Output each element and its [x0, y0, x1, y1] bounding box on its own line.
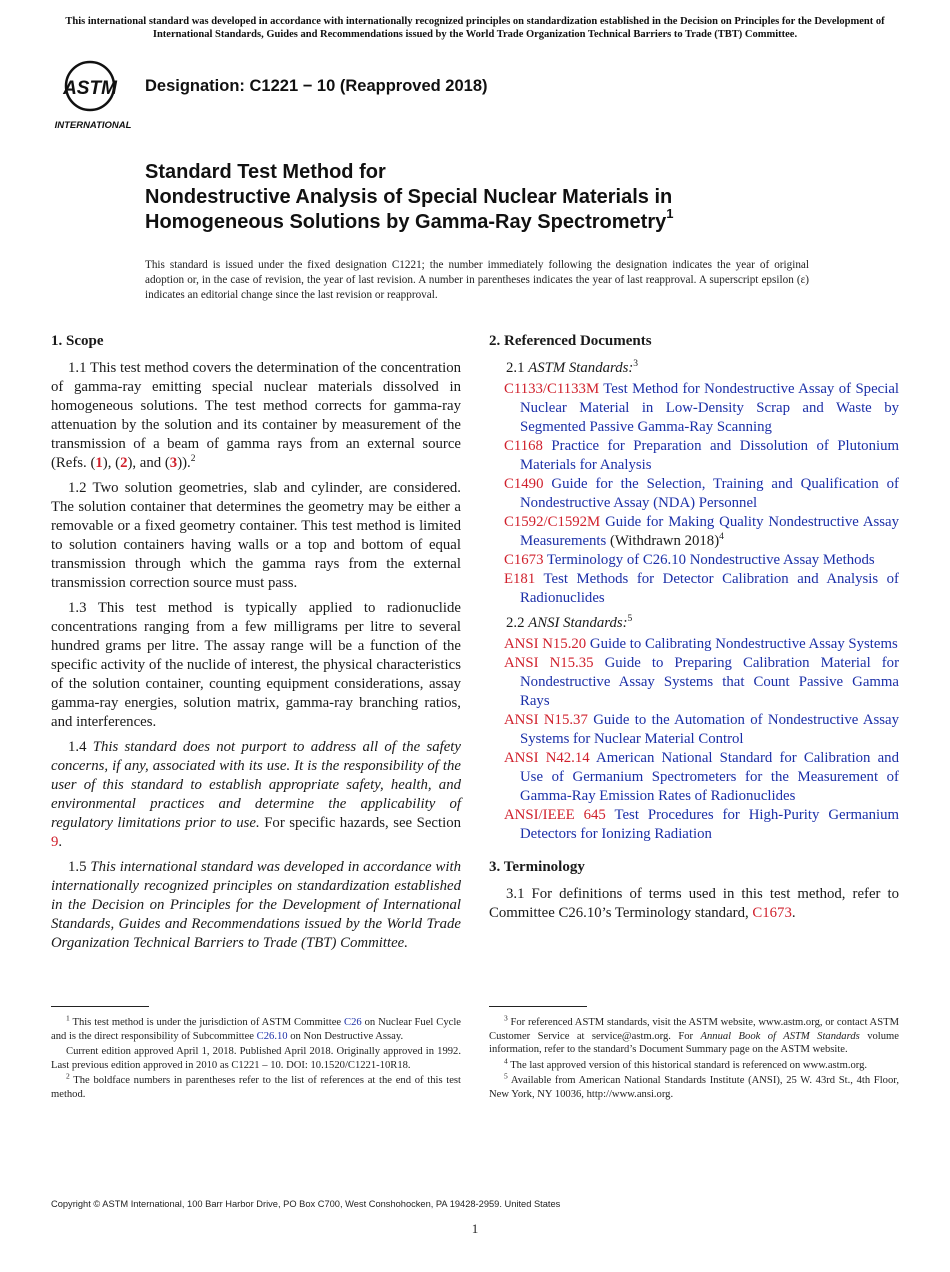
reference-item: [489, 475, 899, 513]
paragraph-1-1: [51, 359, 461, 473]
ansi-standards-label: [489, 614, 899, 633]
standard-code-link[interactable]: ANSI N15.35: [504, 655, 594, 671]
standard-title-link[interactable]: Guide to Calibrating Nondestructive Assay Systems: [589, 636, 898, 652]
reference-link-3[interactable]: 3: [169, 455, 178, 471]
subcommittee-c26-10-link[interactable]: C26.10: [256, 1030, 288, 1042]
fn1-text-b: on Nuclear Fuel Cycle and is the direct responsibility of Subcommittee: [51, 1017, 461, 1042]
standard-code-link[interactable]: C1168: [504, 438, 543, 454]
edition-note: Current edition approved April 1, 2018. Published April 2018. Originally approved in 1992. Last previous edition approved in 2010 as C1221 – 10. DOI: 10.1520/C1221-10R18.: [51, 1046, 461, 1071]
p1-4-num: 1.4: [68, 739, 93, 755]
reference-item: [489, 380, 899, 437]
p1-4-tail: For specific hazards, see Section: [259, 815, 461, 831]
footnote-rule-left: [51, 1006, 149, 1007]
standard-code-link[interactable]: C1490: [504, 476, 544, 492]
ansi-label-num: 2.2: [506, 615, 529, 631]
standard-title-link[interactable]: Terminology of C26.10 Nondestructive Assay Methods: [546, 552, 875, 568]
fn3-text-a: For referenced ASTM standards, visit the ASTM website, www.astm.org, or contact ASTM Customer Service at service@astm.org. For: [489, 1017, 899, 1042]
astm-label-text: ASTM Standards:: [528, 360, 634, 376]
standard-code-link[interactable]: ANSI N15.20: [504, 636, 587, 652]
document-title: [145, 160, 845, 235]
standard-title-link[interactable]: Guide to the Automation of Nondestructive Assay Systems for Nuclear Material Control: [520, 712, 899, 747]
logo-mark-text: ASTM: [63, 78, 117, 99]
ansi-label-text: ANSI Standards:: [528, 615, 628, 631]
fn5-text: Available from American National Standards Institute (ANSI), 25 W. 43rd St., 4th Floor, New York, NY 10036, http://www.ansi.org.: [489, 1075, 899, 1100]
fn2-mark: 2: [66, 1071, 70, 1081]
title-line-3: [145, 206, 845, 235]
page-number: 1: [471, 1221, 479, 1236]
standard-code-link[interactable]: C1133/C1133M: [504, 381, 600, 397]
reference-item: [489, 513, 899, 551]
standard-title-link[interactable]: American National Standard for Calibration and Use of Germanium Spectrometers for the Measurement of Gamma-Ray Emission Rates of Radionuclides: [520, 750, 899, 804]
fn5-mark: 5: [504, 1071, 508, 1081]
left-column: [51, 332, 461, 959]
fn1-mark: 1: [66, 1013, 70, 1023]
designation: Designation: C1221 − 10 (Reapproved 2018): [145, 77, 488, 95]
right-column: [489, 332, 899, 929]
standard-code-link[interactable]: ANSI N42.14: [504, 750, 590, 766]
p1-1-end: )).: [177, 455, 191, 471]
copyright-line: Copyright © ASTM International, 100 Barr Harbor Drive, PO Box C700, West Conshohocken, PA 19428-2959. United States: [51, 1199, 561, 1209]
c1673-link[interactable]: C1673: [752, 905, 792, 921]
p1-1-sep1: ), (: [102, 455, 121, 471]
standard-title-link[interactable]: Guide to Preparing Calibration Material for Nondestructive Assay Systems that Count Passive Gamma Rays: [520, 655, 900, 709]
p1-1-text: 1.1 This test method covers the determination of the concentration of gamma-ray emitting special nuclear materials dissolved in homogeneous solutions. The test method corrects for gamma-ray attenuation by the solution and its container by measurement of the transmission of a beam of gamma rays from an external source (Refs. (: [51, 360, 461, 471]
standard-code-link[interactable]: ANSI/IEEE 645: [504, 807, 606, 823]
fn4-mark: 4: [504, 1055, 508, 1065]
p3-1-text: 3.1 For definitions of terms used in this test method, refer to Committee C26.10’s Terminology standard,: [489, 886, 899, 921]
standard-code-link[interactable]: ANSI N15.37: [504, 712, 588, 728]
p1-5-tbt-text: This international standard was developed in accordance with internationally recognized principles on standardization established in the Decision on Principles for the Development of International Standards, Guides and Recommendations issued by the World Trade Organization Technical Barriers to Trade (TBT) Committee.: [51, 859, 461, 951]
footnote-1: [51, 1013, 461, 1043]
reference-item: [489, 551, 899, 570]
astm-label-num: 2.1: [506, 360, 529, 376]
title-line-3-text: Homogeneous Solutions by Gamma-Ray Spectrometry: [145, 211, 667, 233]
section-heading-referenced-documents: 2. Referenced Documents: [489, 333, 652, 349]
footnote-rule-right: [489, 1006, 587, 1007]
reference-item: [489, 711, 899, 749]
fn4-text: The last approved version of this historical standard is referenced on www.astm.org.: [507, 1059, 868, 1071]
footnote-4: [489, 1055, 899, 1073]
footnote-2: [51, 1071, 461, 1101]
fn3-annual-book: Annual Book of ASTM Standards: [700, 1030, 860, 1042]
section-9-link[interactable]: 9: [51, 834, 59, 850]
title-line-1: Standard Test Method for: [145, 161, 386, 183]
paragraph-1-2: 1.2 Two solution geometries, slab and cylinder, are considered. The solution container that determines the geometry may be either a removable or a fixed geometry container. This test method is limited to solution containers having walls or a top and bottom of equal transmission through which the gamma rays from the external transmission correction source must pass.: [51, 480, 461, 591]
fn3-text-b: volume information, refer to the standard’s Document Summary page on the ASTM website.: [489, 1030, 899, 1055]
paragraph-1-4: [51, 738, 461, 852]
standard-code-link[interactable]: C1592/C1592M: [504, 514, 601, 530]
p1-4-end: .: [58, 834, 63, 850]
reference-item: [489, 570, 899, 608]
section-heading-terminology: 3. Terminology: [489, 859, 585, 875]
footnote-mark-5: 5: [627, 614, 633, 625]
footnote-5: [489, 1071, 899, 1101]
title-footnote-mark: 1: [666, 206, 674, 222]
footnotes-right: [489, 1013, 899, 1103]
tbt-notice: This international standard was developed in accordance with internationally recognized principles on standardization established in the Decision on Principles for the Development of International Standards, Guides and Recommendations issued by the World Trade Organization Technical Barriers to Trade (TBT) Committee.: [65, 16, 885, 40]
fn1-text-a: This test method is under the jurisdiction of ASTM Committee: [69, 1017, 345, 1028]
paragraph-3-1: [489, 885, 899, 923]
p1-1-sep2: ), and (: [127, 455, 170, 471]
reference-item: [489, 654, 899, 711]
footnote-mark-4: 4: [719, 532, 724, 543]
p3-1-end: .: [791, 905, 796, 921]
standard-title-link[interactable]: Test Method for Nondestructive Assay of Special Nuclear Material in Low-Density Scrap and Waste by Segmented Passive Gamma-Ray Scanning: [520, 381, 899, 435]
footnote-3: [489, 1013, 899, 1057]
reference-item: [489, 806, 899, 844]
fn2-text: The boldface numbers in parentheses refer to the list of references at the end of this test method.: [51, 1075, 461, 1100]
astm-standards-label: [489, 359, 899, 378]
standard-code-link[interactable]: C1673: [504, 552, 544, 568]
standard-title-link[interactable]: Guide for Making Quality Nondestructive Assay Measurements: [520, 514, 900, 549]
reference-link-2[interactable]: 2: [120, 455, 128, 471]
standard-title-link[interactable]: Test Methods for Detector Calibration and Analysis of Radionuclides: [520, 571, 899, 606]
standard-title-link[interactable]: Guide for the Selection, Training and Qualification of Nondestructive Assay (NDA) Personnel: [520, 476, 899, 511]
withdrawn-note: (Withdrawn 2018): [606, 533, 720, 549]
logo-international-text: INTERNATIONAL: [54, 120, 132, 131]
p1-4-safety-text: This standard does not purport to address all of the safety concerns, if any, associated with its use. It is the responsibility of the user of this standard to establish appropriate safety, health, and environmental practices and determine the applicability of regulatory limitations prior to use.: [51, 739, 461, 831]
footnote-mark-2: 2: [190, 454, 196, 465]
title-line-2: Nondestructive Analysis of Special Nuclear Materials in: [145, 186, 673, 208]
committee-c26-link[interactable]: C26: [344, 1017, 362, 1028]
fn1-text-c: on Non Destructive Assay.: [287, 1030, 404, 1042]
ansi-standards-list: [489, 635, 899, 844]
astm-standards-list: [489, 380, 899, 608]
reference-item: [489, 635, 899, 654]
standard-title-link[interactable]: Test Procedures for High-Purity Germanium Detectors for Ionizing Radiation: [520, 807, 900, 842]
p1-5-num: 1.5: [68, 859, 91, 875]
reference-link-1[interactable]: 1: [95, 455, 103, 471]
standard-title-link[interactable]: Practice for Preparation and Dissolution of Plutonium Materials for Analysis: [520, 438, 899, 473]
reference-item: [489, 749, 899, 806]
footnote-mark-3: 3: [633, 359, 639, 370]
footnotes-left: [51, 1013, 461, 1103]
paragraph-1-5: [51, 858, 461, 953]
astm-logo: [52, 58, 134, 132]
standard-code-link[interactable]: E181: [504, 571, 536, 587]
paragraph-1-3: 1.3 This test method is typically applied to radionuclide concentrations ranging from a few milligrams per litre to several hundred grams per litre. The assay range will be a function of the specific activity of the nuclide of interest, the physical characteristics of the solution container, counting equipment considerations, assay gamma-ray energies, solution matrix, gamma-ray branching ratios, and interferences.: [51, 600, 461, 730]
reference-item: [489, 437, 899, 475]
fn3-mark: 3: [504, 1013, 508, 1023]
designation-explanation: This standard is issued under the fixed designation C1221; the number immediately following the designation indicates the year of original adoption or, in the case of revision, the year of last revision. A number in parentheses indicates the year of last reapproval. A superscript epsilon (ε) indicates an editorial change since the last revision or reapproval.: [145, 259, 809, 301]
section-heading-scope: 1. Scope: [51, 333, 104, 349]
